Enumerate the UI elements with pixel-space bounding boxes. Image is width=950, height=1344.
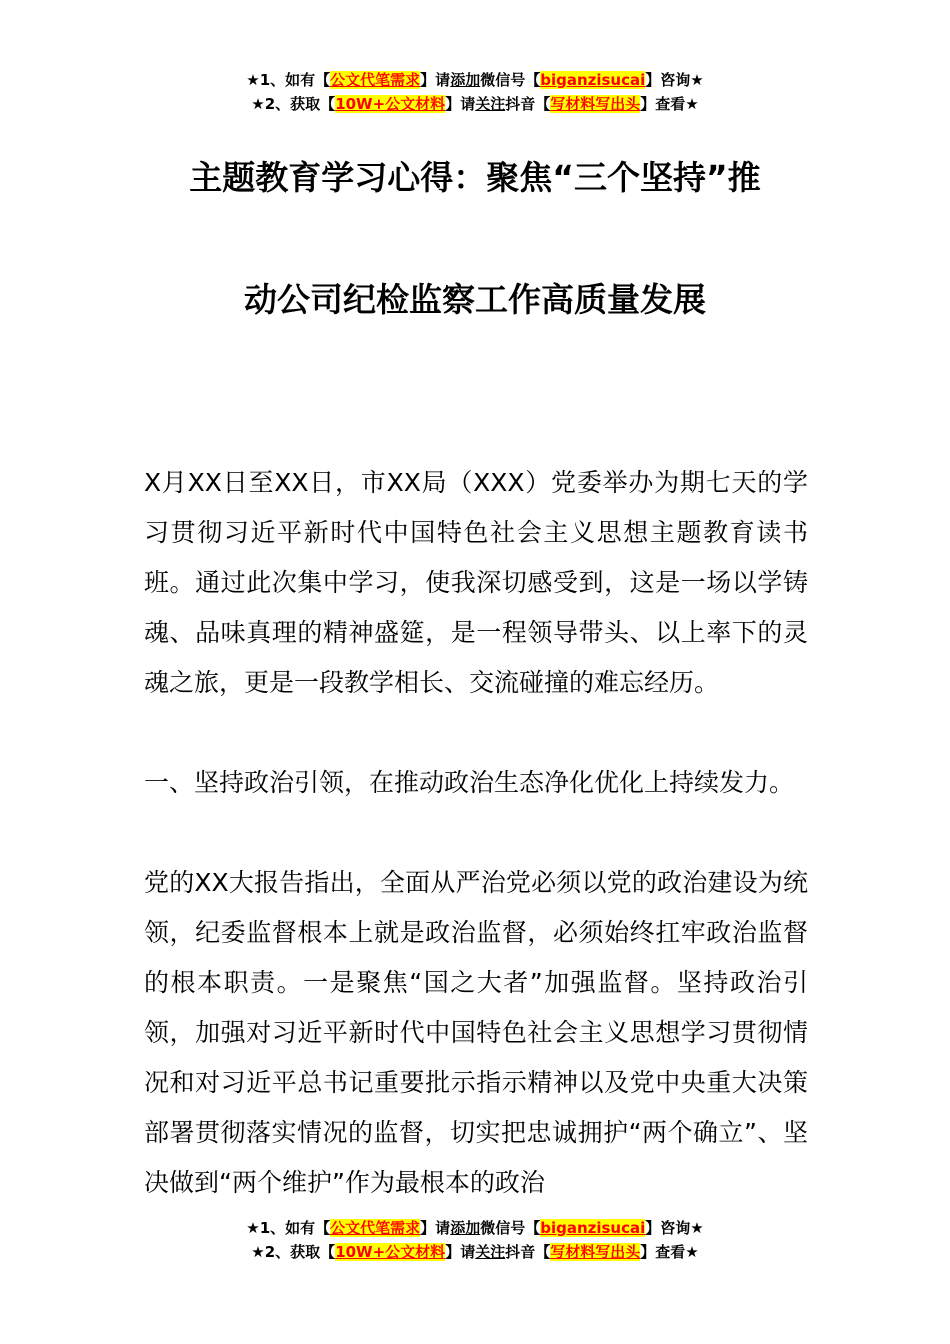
promo-banner-bottom (0, 1216, 950, 1264)
promo-text: 微信号【 (480, 1219, 541, 1237)
promo-line-2 (0, 1240, 950, 1264)
promo-wechat-id: biganzisucai (540, 1219, 646, 1237)
promo-banner-top (0, 68, 950, 116)
promo-text: ★1、如有【 (246, 71, 331, 89)
promo-douyin-id: 写材料写出头 (550, 95, 641, 113)
promo-line-1 (0, 1216, 950, 1240)
promo-douyin-id: 写材料写出头 (550, 1243, 641, 1261)
promo-text: 】查看★ (640, 1243, 699, 1261)
promo-highlight: 10W+公文材料 (335, 95, 446, 113)
promo-text: 】请 (420, 1219, 451, 1237)
promo-highlight: 公文代笔需求 (330, 71, 421, 89)
promo-underlined: 关注 (475, 1243, 506, 1261)
promo-text: 】请 (420, 71, 451, 89)
promo-text: 抖音【 (505, 1243, 551, 1261)
promo-text: 】咨询★ (645, 1219, 704, 1237)
document-title-line-1: 主题教育学习心得：聚焦“三个坚持”推 (189, 158, 761, 197)
promo-text: ★2、获取【 (251, 1243, 336, 1261)
promo-wechat-id: biganzisucai (540, 71, 646, 89)
promo-text: 抖音【 (505, 95, 551, 113)
promo-highlight: 10W+公文材料 (335, 1243, 446, 1261)
intro-paragraph: X月XX日至XX日，市XX局（XXX）党委举办为期七天的学习贯彻习近平新时代中国特色社会主义思想主题教育读书班。通过此次集中学习，使我深切感受到，这是一场以学铸魂、品味真理的精神盛筵，是一程领导带头、以上率下的灵魂之旅，更是一段教学相长、交流碰撞的难忘经历。 (144, 468, 808, 697)
promo-text: 】请 (445, 95, 476, 113)
document-title-line-2: 动公司纪检监察工作高质量发展 (244, 280, 706, 319)
promo-line-2 (0, 92, 950, 116)
promo-text: 】咨询★ (645, 71, 704, 89)
promo-underlined: 添加 (450, 1219, 481, 1237)
promo-line-1 (0, 68, 950, 92)
promo-underlined: 关注 (475, 95, 506, 113)
promo-text: 微信号【 (480, 71, 541, 89)
promo-text: ★2、获取【 (251, 95, 336, 113)
promo-highlight: 公文代笔需求 (330, 1219, 421, 1237)
section-body-paragraph: 党的XX大报告指出，全面从严治党必须以党的政治建设为统领，纪委监督根本上就是政治监督，必须始终扛牢政治监督的根本职责。一是聚焦“国之大者”加强监督。坚持政治引领，加强对习近平新时代中国特色社会主义思想学习贯彻情况和对习近平总书记重要批示指示精神以及党中央重大决策部署贯彻落实情况的监督，切实把忠诚拥护“两个确立”、坚决做到“两个维护”作为最根本的政治 (144, 868, 808, 1197)
promo-underlined: 添加 (450, 71, 481, 89)
promo-text: ★1、如有【 (246, 1219, 331, 1237)
section-heading: 一、坚持政治引领，在推动政治生态净化优化上持续发力。 (144, 768, 795, 797)
promo-text: 】查看★ (640, 95, 699, 113)
promo-text: 】请 (445, 1243, 476, 1261)
